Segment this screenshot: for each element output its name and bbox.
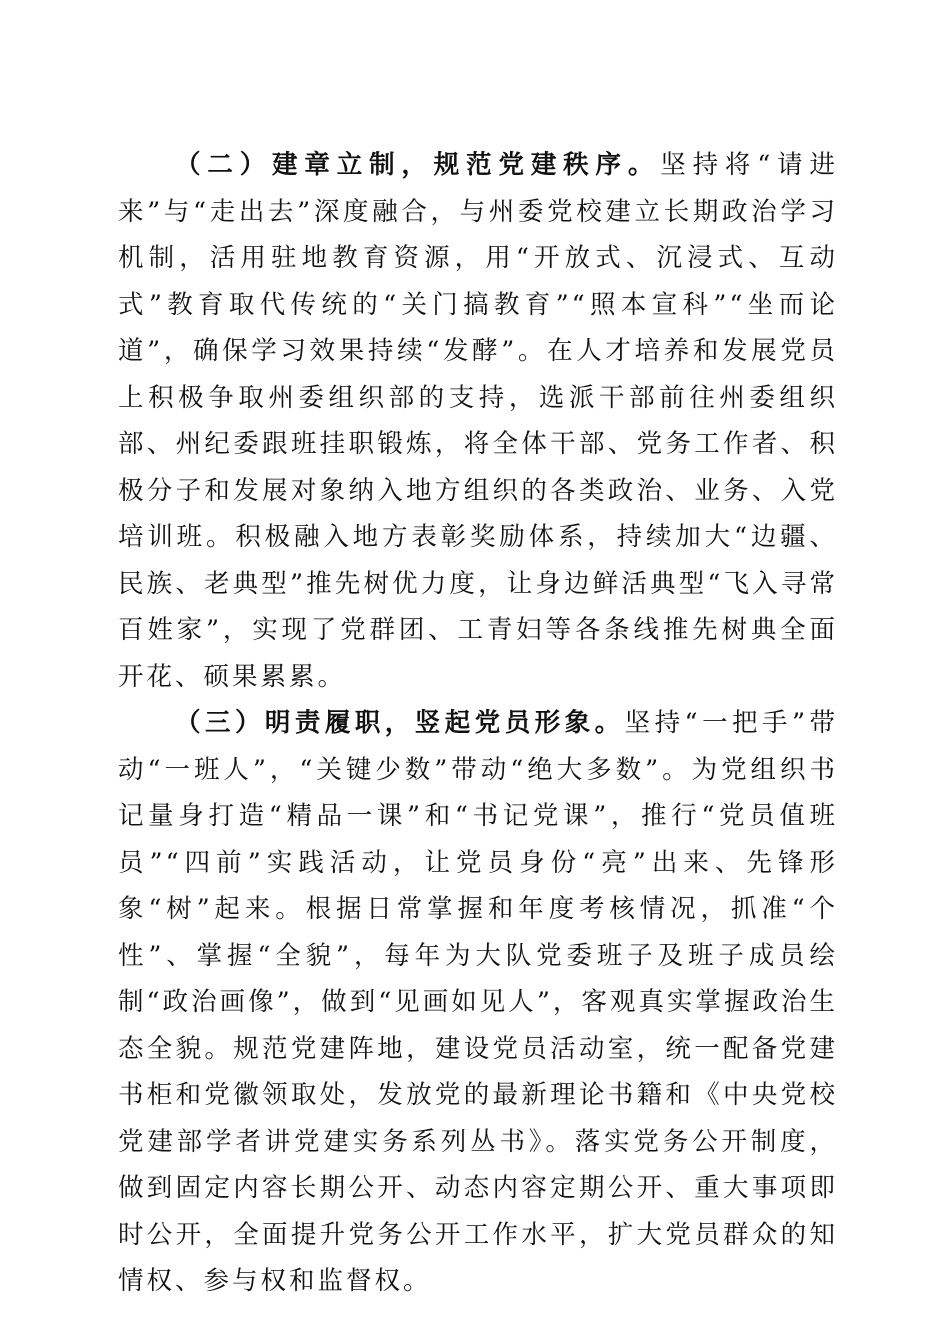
paragraph-3-heading: （三）明责履职，竖起党员形象。: [175, 708, 625, 738]
paragraph-2-text: 坚持将“请进来”与“走出去”深度融合，与州委党校建立长期政治学习机制，活用驻地教育资源，用“开放式、沉浸式、互动式”教育取代传统的“关门搞教育”“照本宣科”“坐而论道”，确保学习效果持续“发酵”。在人才培养和发展党员上积极争取州委组织部的支持，选派干部前往州委组织部、州纪委跟班挂职锻炼，将全体干部、党务工作者、积极分子和发展对象纳入地方组织的各类政治、业务、入党培训班。积极融入地方表彰奖励体系，持续加大“边疆、民族、老典型”推先树优力度，让身边鲜活典型“飞入寻常百姓家”，实现了党群团、工青妇等各条线推先树典全面开花、硕果累累。: [118, 150, 838, 692]
paragraph-3-text: 坚持“一把手”带动“一班人”，“关键少数”带动“绝大多数”。为党组织书记量身打造“精品一课”和“书记党课”，推行“党员值班员”“四前”实践活动，让党员身份“亮”出来、先锋形象“树”起来。根据日常掌握和年度考核情况，抓准“个性”、掌握“全貌”，每年为大队党委班子及班子成员绘制“政治画像”，做到“见画如见人”，客观真实掌握政治生态全貌。规范党建阵地，建设党员活动室，统一配备党建书柜和党徽领取处，发放党的最新理论书籍和《中央党校党建部学者讲党建实务系列丛书》。落实党务公开制度，做到固定内容长期公开、动态内容定期公开、重大事项即时公开，全面提升党务公开工作水平，扩大党员群众的知情权、参与权和监督权。: [118, 708, 838, 1296]
paragraph-3: [118, 700, 838, 1305]
document-body: [118, 142, 838, 1305]
paragraph-2-heading: （二）建章立制，规范党建秩序。: [175, 150, 661, 180]
paragraph-2: [118, 142, 838, 700]
